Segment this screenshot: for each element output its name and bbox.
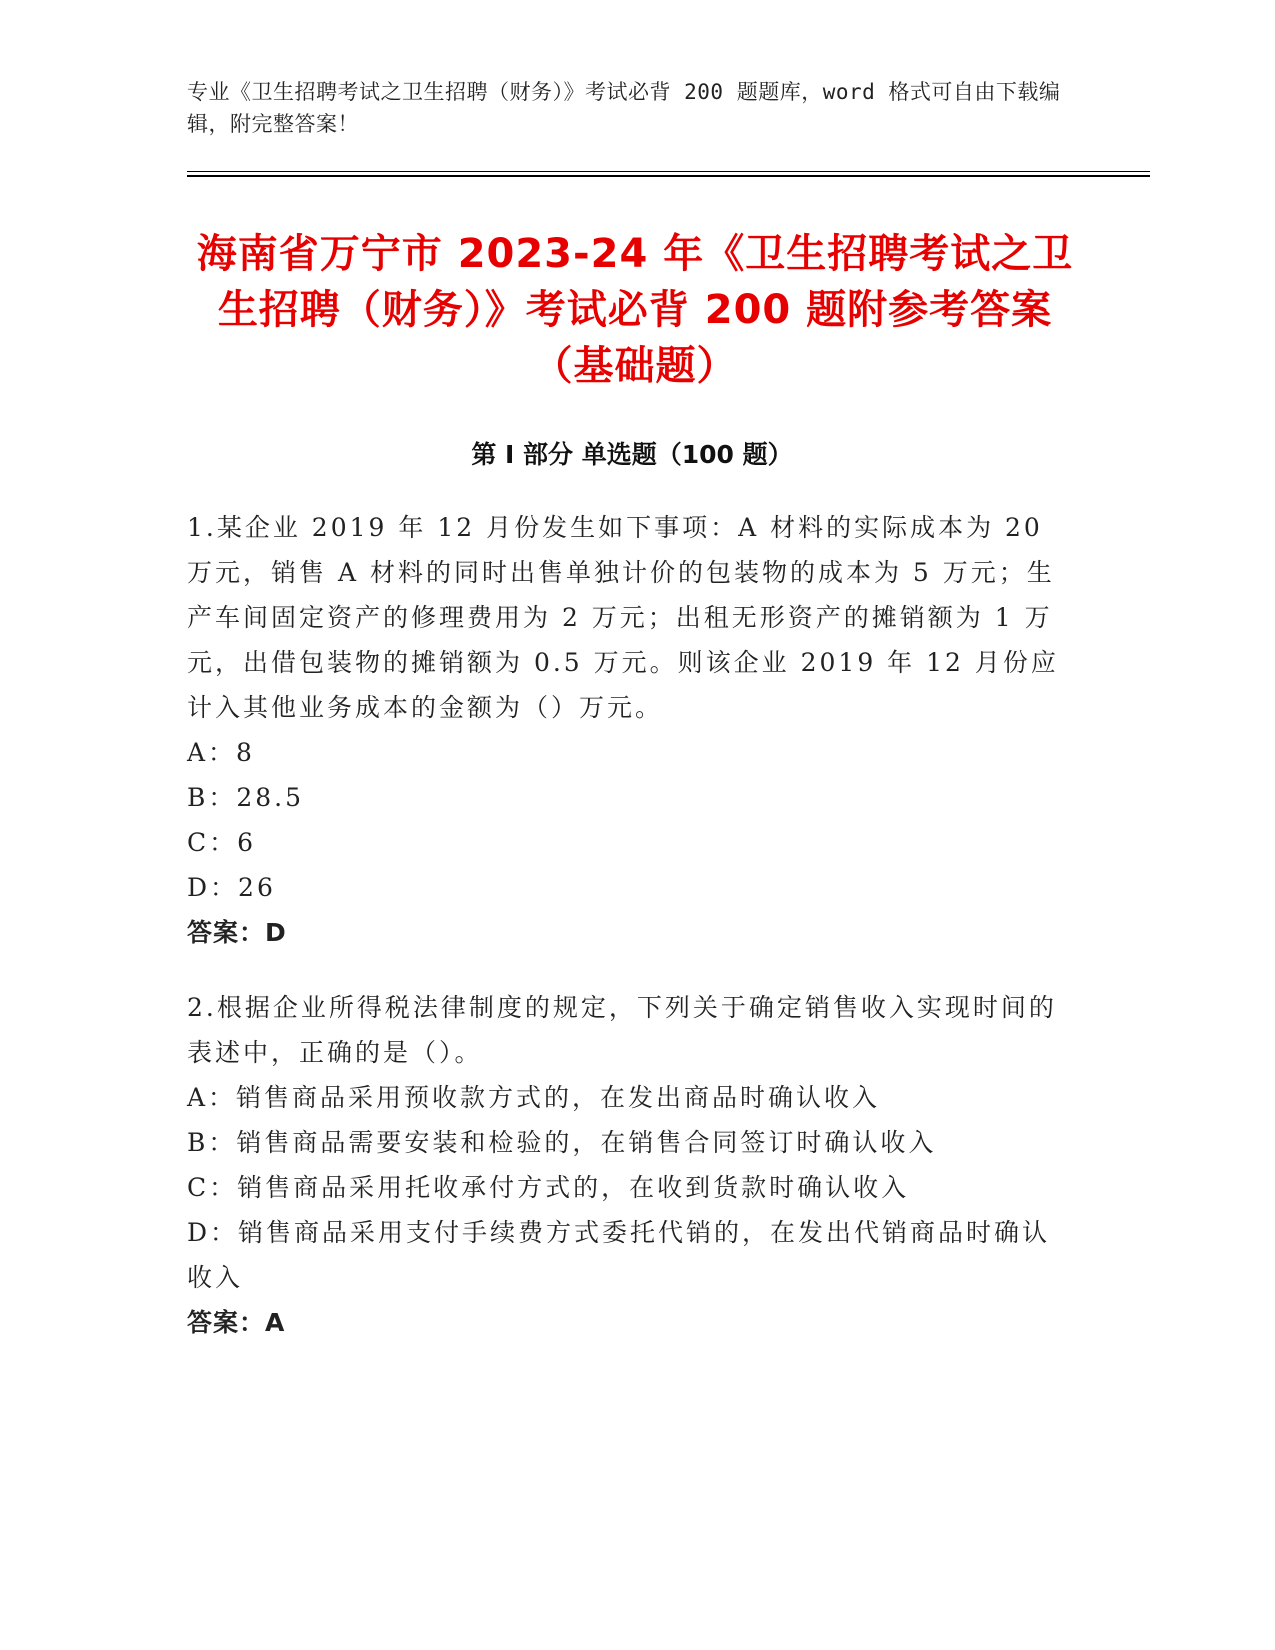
option-a: A：销售商品采用预收款方式的，在发出商品时确认收入 bbox=[187, 1083, 881, 1112]
question-stem: 1.某企业 2019 年 12 月份发生如下事项：A 材料的实际成本为 20 万元，销售 A 材料的同时出售单独计价的包装物的成本为 5 万元；生产车间固定资产的修理费用为 2 万元；出租无形资产的摊销额为 1 万元，出借包装物的摊销额为 0.5 万元。则该企业 2019 年 12 月份应计入其他业务成本的金额为（）万元。 bbox=[187, 513, 1059, 722]
option-c: C：销售商品采用托收承付方式的，在收到货款时确认收入 bbox=[187, 1173, 910, 1202]
question-2 bbox=[187, 985, 1067, 1345]
option-d: D：销售商品采用支付手续费方式委托代销的，在发出代销商品时确认收入 bbox=[187, 1218, 1051, 1292]
section-title: 第 I 部分 单选题（100 题） bbox=[471, 440, 793, 469]
question-1 bbox=[187, 505, 1067, 955]
answer-label: 答案：D bbox=[187, 918, 287, 947]
option-a: A：8 bbox=[187, 738, 255, 767]
document-title: 海南省万宁市 2023-24 年《卫生招聘考试之卫生招聘（财务）》考试必背 200 题附参考答案（基础题） bbox=[196, 231, 1074, 389]
answer-label: 答案：A bbox=[187, 1308, 286, 1337]
header-divider-thin bbox=[187, 171, 1150, 172]
option-b: B：销售商品需要安装和检验的，在销售合同签订时确认收入 bbox=[187, 1128, 937, 1157]
header-divider-thick bbox=[187, 175, 1150, 177]
option-b: B：28.5 bbox=[187, 783, 305, 812]
option-d: D：26 bbox=[187, 873, 276, 902]
header-note: 专业《卫生招聘考试之卫生招聘（财务）》考试必背 200 题题库，word 格式可自由下载编辑，附完整答案！ bbox=[187, 80, 1061, 136]
question-stem: 2.根据企业所得税法律制度的规定，下列关于确定销售收入实现时间的表述中，正确的是（）。 bbox=[187, 993, 1057, 1067]
option-c: C：6 bbox=[187, 828, 257, 857]
